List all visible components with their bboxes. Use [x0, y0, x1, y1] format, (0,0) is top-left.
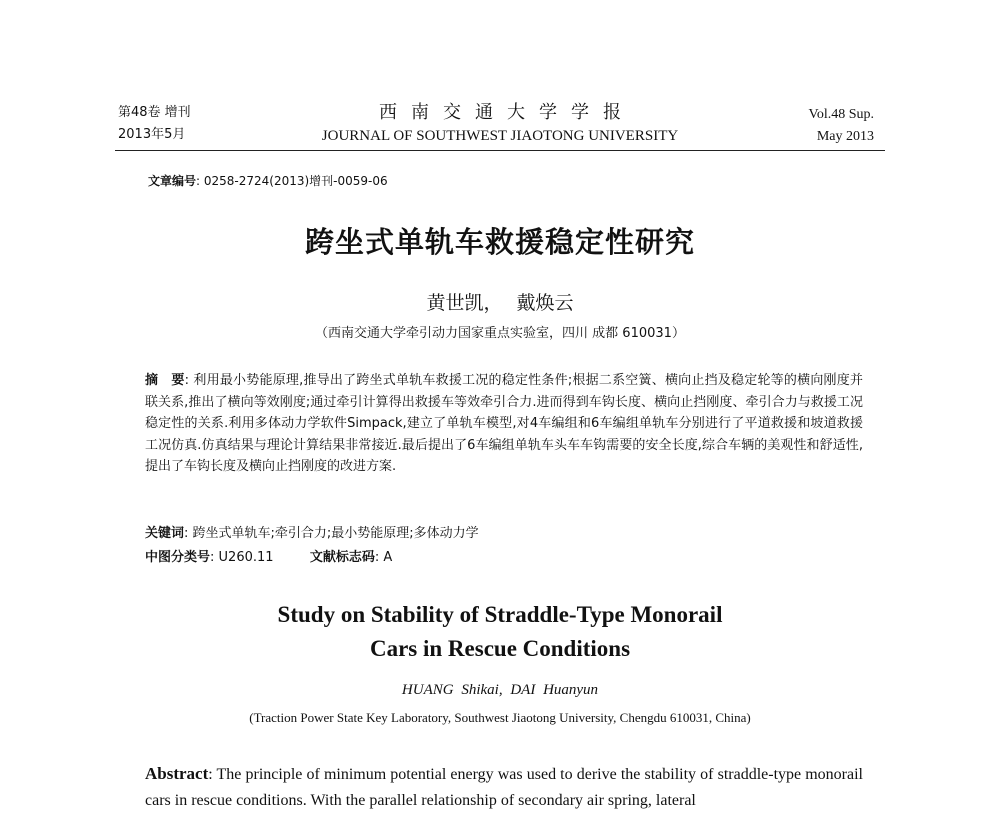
abstract-en: [145, 761, 863, 814]
header-right: [809, 104, 874, 148]
keywords: [145, 522, 479, 546]
clc-value: : U260.11: [210, 550, 274, 565]
keywords-label: 关键词: [145, 526, 185, 541]
abstract-cn: [145, 370, 863, 478]
article-number: [148, 172, 388, 189]
article-number-value: : 0258-2724(2013)增刊-0059-06: [196, 174, 388, 188]
header-rule: [115, 150, 885, 151]
keywords-text: : 跨坐式单轨车;牵引合力;最小势能原理;多体动力学: [184, 526, 479, 541]
clc-label: 中图分类号: [145, 550, 211, 565]
classification: [145, 546, 479, 570]
abstract-cn-label: 摘 要: [145, 373, 185, 388]
authors-cn: 黄世凯， 戴焕云: [426, 292, 574, 314]
abstract-en-label: Abstract: [145, 764, 209, 783]
journal-title-en: JOURNAL OF SOUTHWEST JIAOTONG UNIVERSITY: [321, 128, 679, 144]
affiliation-en: (Traction Power State Key Laboratory, Southwest Jiaotong University, Chengdu 610031, China): [249, 710, 751, 725]
abstract-cn-text: : 利用最小势能原理,推导出了跨坐式单轨车救援工况的稳定性条件;根据二系空簧、横向止挡及稳定轮等的横向刚度并联关系,推出了横向等效刚度;通过牵引计算得出救援车等效牵引合力.进而得到车钩长度、横向止挡刚度、牵引合力与救援工况稳定性的关系.利用多体动力学软件Simpack,建立了单轨车模型,对4车编组和6车编组单轨车分别进行了平道救援和坡道救援工况仿真.仿真结果与理论计算结果非常接近.最后提出了6车编组单轨车头车车钩需要的安全长度,综合车辆的美观性和舒适性,提出了车钩长度及横向止挡刚度的改进方案.: [145, 373, 863, 474]
paper-title-en-line2: Cars in Rescue Conditions: [369, 636, 631, 661]
paper-title-en-line1: Study on Stability of Straddle-Type Monorail: [277, 602, 723, 627]
journal-title-cn: 西南交通大学学报: [379, 102, 635, 123]
authors-en: HUANG Shikai, DAI Huanyun: [401, 682, 599, 698]
keywords-block: [145, 522, 479, 570]
affiliation-cn: （西南交通大学牵引动力国家重点实验室，四川 成都 610031）: [315, 326, 685, 341]
date-en: May 2013: [816, 129, 874, 144]
abstract-en-text: : The principle of minimum potential energy was used to derive the stability of straddle-type monorail cars in rescue conditions. With the parallel relationship of secondary air spring, lateral: [145, 766, 863, 809]
doc-code-value: : A: [374, 550, 393, 565]
article-number-label: 文章编号: [148, 174, 197, 188]
date-cn: 2013年5月: [118, 127, 186, 142]
paper-title-cn: 跨坐式单轨车救援稳定性研究: [304, 225, 695, 259]
volume-en: Vol.48 Sup.: [808, 107, 874, 122]
volume-cn: 第48卷 增刊: [118, 105, 191, 120]
doc-code-label: 文献标志码: [309, 550, 375, 565]
paper-title-en: [0, 598, 1000, 666]
